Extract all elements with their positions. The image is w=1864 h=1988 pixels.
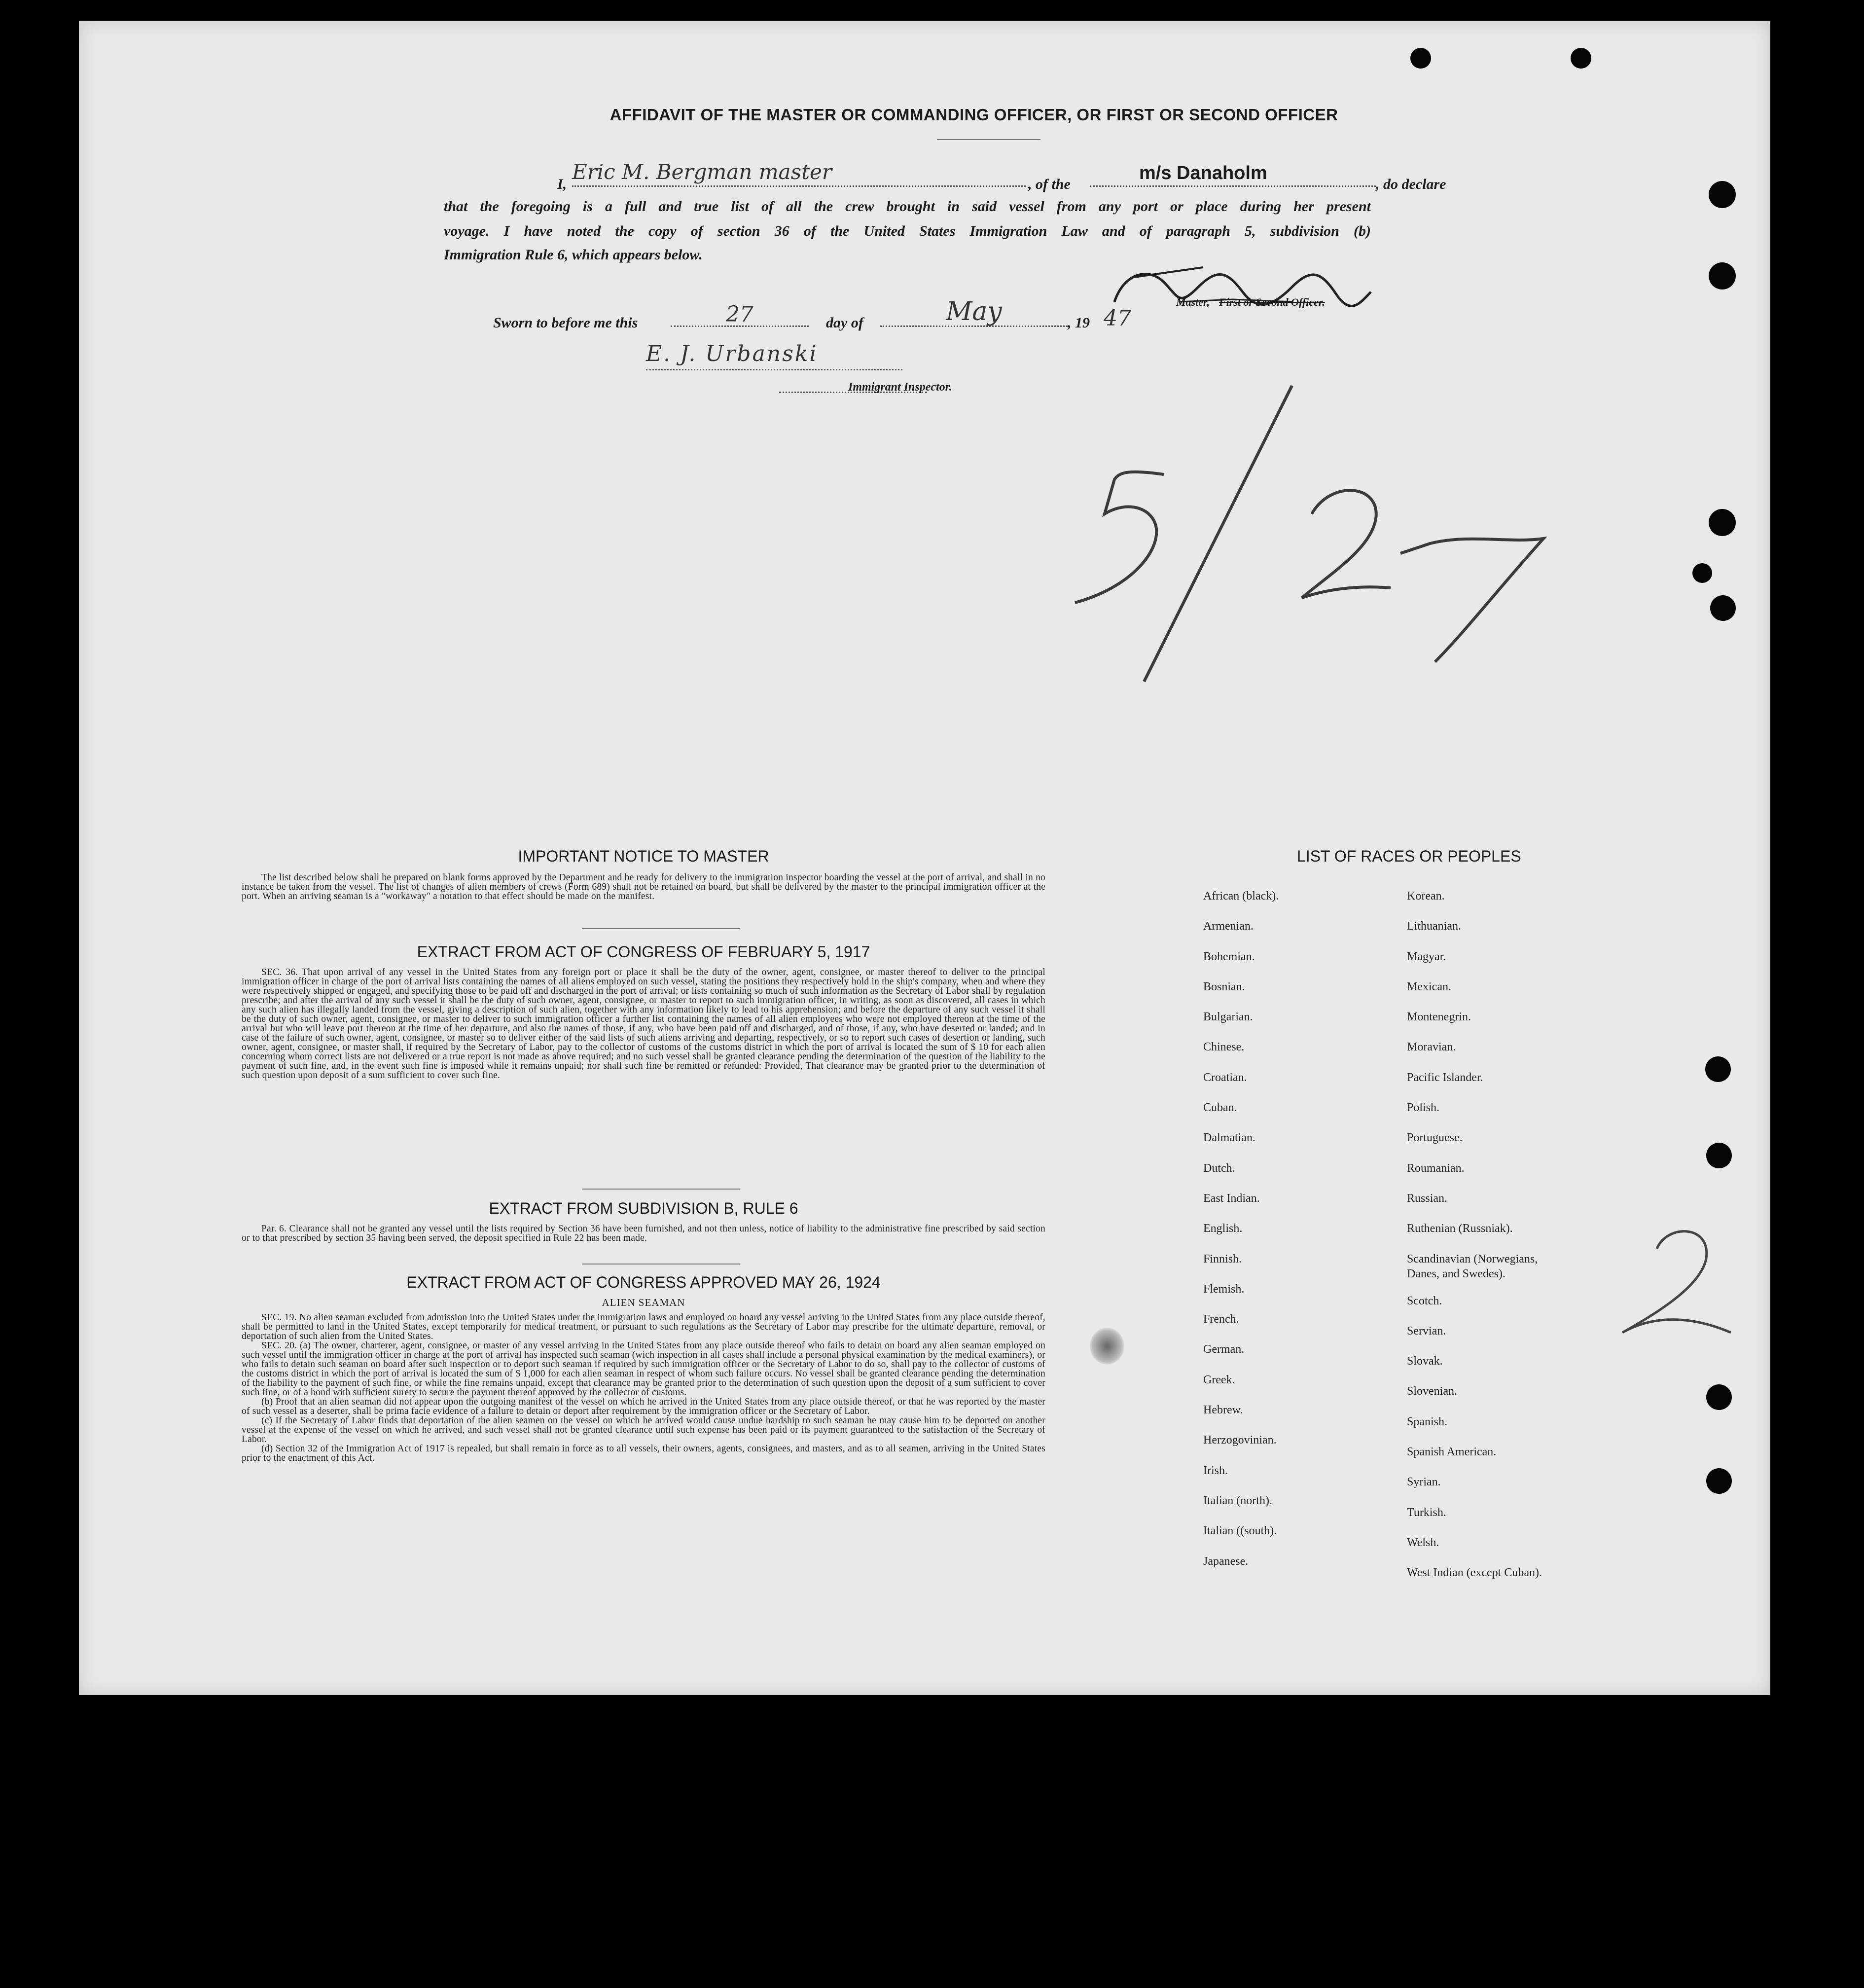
- sec-19: SEC. 19. No alien seaman excluded from admission into the United States under the immigration laws and employed on board any vessel arriving in the United States from any place outside thereof, shall be permitted to land in the United States, except temporarily for medical treatment, or pursuant to such regulations as the Secretary of Labor may prescribe for the ultimate departure, removal, or deportation of such alien from the United States.: [242, 1312, 1045, 1341]
- binder-hole: [1692, 563, 1712, 583]
- handwritten-page-number: [1613, 1214, 1741, 1342]
- day-of-label: day of: [826, 315, 863, 331]
- binder-hole: [1709, 262, 1736, 289]
- race-item: Dutch.: [1203, 1161, 1235, 1175]
- extract-rule6-title: EXTRACT FROM SUBDIVISION B, RULE 6: [489, 1199, 798, 1217]
- vessel-field: [1090, 165, 1376, 187]
- race-item: Finnish.: [1203, 1252, 1242, 1265]
- race-item: Dalmatian.: [1203, 1131, 1255, 1145]
- document-page: [79, 21, 1770, 1695]
- race-item: English.: [1203, 1222, 1243, 1235]
- extract-1924-body: [242, 1313, 1045, 1463]
- master-label: Master,: [1176, 296, 1210, 308]
- extract-1917-body: SEC. 36. That upon arrival of any vessel in the United States from any foreign port or place it shall be the duty of the owner, agent, consignee, or master thereof to deliver to the principal immigration officer in charge of the port of arrival lists containing the names of all aliens employed on such vessel, stating the positions they respectively hold in the ship's company, when and where they were respectively shipped or engaged, and specifying those to be paid off and discharged in the port of arrival; or lists containing so much of such information as the Secretary of Labor shall by regulation prescribe; and after the arrival of any such vessel it shall be the duty of such owner, agent, consignee, or master to report to such immigration officer, in writing, as soon as discovered, all cases in which any such alien has illegally landed from the vessel, giving a description of such alien, together with any information likely to lead to his apprehension; and before the departure of any such vessel it shall be the duty of such owner, agent, consignee, or master to deliver to such immigration officer a further list containing the names of all alien employees who were not employed thereon at the time of the arrival but who will leave port thereon at the time of her departure, and also the names of those, if any, who have been paid off and discharged, and of those, if any, who have deserted or landed; and in case of the failure of such owner, agent, consignee, or master so to deliver either of the said lists of such aliens arriving and departing, respectively, or so to report such cases of desertion or landing, such owner, agent, consignee, or master shall, if required by the Secretary of Labor, pay to the collector of customs of the customs district in which the port of arrival is located the sum of $ 10 for each alien concerning whom correct lists are not delivered or a true report is not made as above required; and no such vessel shall be granted clearance pending the determination of the question of the liability to the payment of such fine, and, in the event such fine is imposed while it remains unpaid; nor shall such fine be remitted or refunded: Provided, That clearance may be granted prior to the determination of such question upon deposit of a sum sufficient to cover such fine.: [242, 967, 1045, 1081]
- binder-hole: [1709, 181, 1736, 208]
- race-item: African (black).: [1203, 890, 1279, 903]
- i-label: I,: [557, 176, 567, 192]
- do-declare-label: , do declare: [1376, 176, 1446, 192]
- binder-hole: [1706, 1143, 1732, 1168]
- notice-title: IMPORTANT NOTICE TO MASTER: [518, 847, 769, 865]
- race-item: East Indian.: [1203, 1192, 1260, 1205]
- vessel-name: m/s Danaholm: [1139, 163, 1267, 183]
- race-item: Moravian.: [1407, 1041, 1456, 1054]
- race-item: Flemish.: [1203, 1282, 1245, 1296]
- extract-rule6-body: Par. 6. Clearance shall not be granted any vessel until the lists required by Section 36 have been furnished, and not then unless, notice of liability to the administrative fine prescribed by said section or to that prescribed by section 35 having been served, the deposit specified in Rule 22 has been made.: [242, 1224, 1045, 1243]
- race-item: Irish.: [1203, 1464, 1228, 1477]
- races-title: LIST OF RACES OR PEOPLES: [1297, 847, 1521, 865]
- race-item: Syrian.: [1407, 1476, 1441, 1489]
- affidavit-title: AFFIDAVIT OF THE MASTER OR COMMANDING OFFICER, OR FIRST OR SECOND OFFICER: [609, 106, 1338, 124]
- divider-1: [582, 928, 740, 929]
- race-item: Armenian.: [1203, 920, 1254, 933]
- race-item: Servian.: [1407, 1324, 1446, 1337]
- struck-officer-label: First or Second Officer.: [1219, 296, 1325, 308]
- master-signature: [1105, 253, 1381, 326]
- extract-1917-title: EXTRACT FROM ACT OF CONGRESS OF FEBRUARY 5, 1917: [417, 943, 870, 961]
- divider-2: [582, 1189, 740, 1190]
- affidavit-line-4: Immigration Rule 6, which appears below.: [444, 247, 703, 263]
- race-item: Lithuanian.: [1407, 920, 1461, 933]
- race-item: Portuguese.: [1407, 1131, 1463, 1145]
- notice-body: The list described below shall be prepared on blank forms approved by the Department and be ready for delivery to the immigration inspector boarding the vessel at the port of arrival, and shall in no instance be taken from the vessel. The list of changes of alien members of crews (Form 689) shall not be retained on board, but shall be delivered by the master to the principal immigration officer at the port. When an arriving seaman is a "workaway" a notation to that effect should be made on the manifest.: [242, 872, 1045, 902]
- races-right-column: [1407, 889, 1624, 1596]
- race-item: Roumanian.: [1407, 1161, 1465, 1175]
- binder-hole: [1410, 48, 1431, 69]
- binder-hole: [1709, 509, 1736, 536]
- extract-1924-subtitle: ALIEN SEAMAN: [602, 1297, 685, 1308]
- race-item: Italian ((south).: [1203, 1524, 1277, 1538]
- title-divider: [937, 139, 1040, 140]
- race-item: Greek.: [1203, 1373, 1235, 1386]
- sworn-month: May: [880, 297, 1068, 327]
- race-item: Cuban.: [1203, 1101, 1237, 1115]
- handwritten-date-mark: [1055, 366, 1647, 711]
- race-item: Korean.: [1407, 890, 1445, 903]
- binder-hole: [1706, 1468, 1732, 1494]
- race-item: Magyar.: [1407, 950, 1446, 963]
- extract-1924-title: EXTRACT FROM ACT OF CONGRESS APPROVED MAY 26, 1924: [406, 1273, 881, 1291]
- sec-20a: SEC. 20. (a) The owner, charterer, agent, consignee, or master of any vessel arriving in the United States from any place outside thereof who fails to detain on board any alien seaman employed on such vessel until the immigration officer in charge at the port of arrival has inspected such seaman (wich inspection in all cases shall include a personal physical examination by the medical examiners), or who fails to detain such seaman on board after such inspection or to deport such seaman if required by such immigration officer or the Secretary of Labor to do so, shall pay to the collector of customs of the customs district in which the port of arrival is located the sum of $ 1,000 for each alien seaman in respect of whom such failure occurs. No vessel shall be granted clearance pending the determination of the liability to the payment of such fine, or while the fine remains unpaid, except that clearance may be granted prior to the determination of such question upon the deposit of a sum sufficient to cover such fine, or of a bond with sufficient surety to secure the payment thereof approved by the collector of customs.: [242, 1340, 1045, 1398]
- year-prefix: , 19: [1068, 315, 1090, 331]
- race-item: Pacific Islander.: [1407, 1071, 1483, 1084]
- sworn-day: 27: [671, 302, 809, 327]
- race-item: Italian (north).: [1203, 1494, 1272, 1507]
- ink-blot: [1090, 1328, 1124, 1365]
- master-name-handwritten: Eric M. Bergman master: [572, 160, 1026, 187]
- affidavit-line-2: that the foregoing is a full and true list of all the crew brought in said vessel from any port or place during her present: [444, 198, 1371, 215]
- sec-20d: (d) Section 32 of the Immigration Act of 1917 is repealed, but shall remain in force as to all vessels, their owners, agents, consignees, and masters, and as to all seamen, arriving in the United States prior to the enactment of this Act.: [242, 1444, 1045, 1463]
- inspector-label: Immigrant Inspector.: [848, 381, 952, 394]
- race-item: Ruthenian (Russniak).: [1407, 1222, 1513, 1235]
- race-item: Welsh.: [1407, 1536, 1439, 1549]
- race-item: Mexican.: [1407, 980, 1451, 993]
- race-item: Scotch.: [1407, 1294, 1442, 1307]
- race-item: Croatian.: [1203, 1071, 1247, 1084]
- race-item: Spanish.: [1407, 1415, 1448, 1428]
- race-item: Montenegrin.: [1407, 1011, 1471, 1024]
- inspector-signature: E. J. Urbanski: [646, 341, 902, 370]
- binder-hole: [1706, 1384, 1732, 1410]
- sworn-label: Sworn to before me this: [493, 315, 638, 331]
- race-item: Bulgarian.: [1203, 1011, 1253, 1024]
- race-item: Chinese.: [1203, 1041, 1245, 1054]
- race-item: German.: [1203, 1343, 1245, 1356]
- race-item: Spanish American.: [1407, 1446, 1497, 1459]
- race-item: Scandinavian (Norwegians, Danes, and Swedes).: [1407, 1252, 1538, 1280]
- sec-20c: (c) If the Secretary of Labor finds that deportation of the alien seamen on the vessel on which he arrived would cause undue hardship to such seaman he may cause him to be deported on another vessel at the expense of the vessel on which he arrived, and such vessel shall not be granted clearance until such expense has been paid or its payment guaranteed to the satisfaction of the Secretary of Labor.: [242, 1415, 1045, 1445]
- race-item: Bohemian.: [1203, 950, 1255, 963]
- race-item: Slovenian.: [1407, 1385, 1457, 1398]
- of-the-label: , of the: [1028, 176, 1071, 192]
- race-item: Japanese.: [1203, 1554, 1249, 1568]
- divider-3: [582, 1264, 740, 1265]
- race-item: Polish.: [1407, 1101, 1440, 1115]
- binder-hole: [1705, 1056, 1731, 1082]
- sec-20b: (b) Proof that an alien seaman did not appear upon the outgoing manifest of the vessel on which he arrived in the United States from any place outside thereof, or that he was reported by the master of such vessel as a deserter, shall be prima facie evidence of a failure to detain or deport after requirement by the immigration officer or the Secretary of Labor.: [242, 1397, 1045, 1416]
- races-left-column: [1203, 889, 1391, 1584]
- binder-hole: [1710, 595, 1736, 621]
- race-item: Herzogovinian.: [1203, 1434, 1277, 1447]
- race-item: Bosnian.: [1203, 980, 1245, 993]
- race-item: West Indian (except Cuban).: [1407, 1566, 1542, 1580]
- race-item: Russian.: [1407, 1192, 1448, 1205]
- race-item: Slovak.: [1407, 1355, 1443, 1368]
- binder-hole: [1571, 48, 1591, 69]
- race-item: Turkish.: [1407, 1506, 1446, 1519]
- year-suffix: 47: [1104, 306, 1131, 331]
- affidavit-line-3: voyage. I have noted the copy of section 36 of the United States Immigration Law and of paragraph 5, subdivision (b): [444, 223, 1371, 239]
- race-item: French.: [1203, 1313, 1239, 1326]
- race-item: Hebrew.: [1203, 1404, 1243, 1417]
